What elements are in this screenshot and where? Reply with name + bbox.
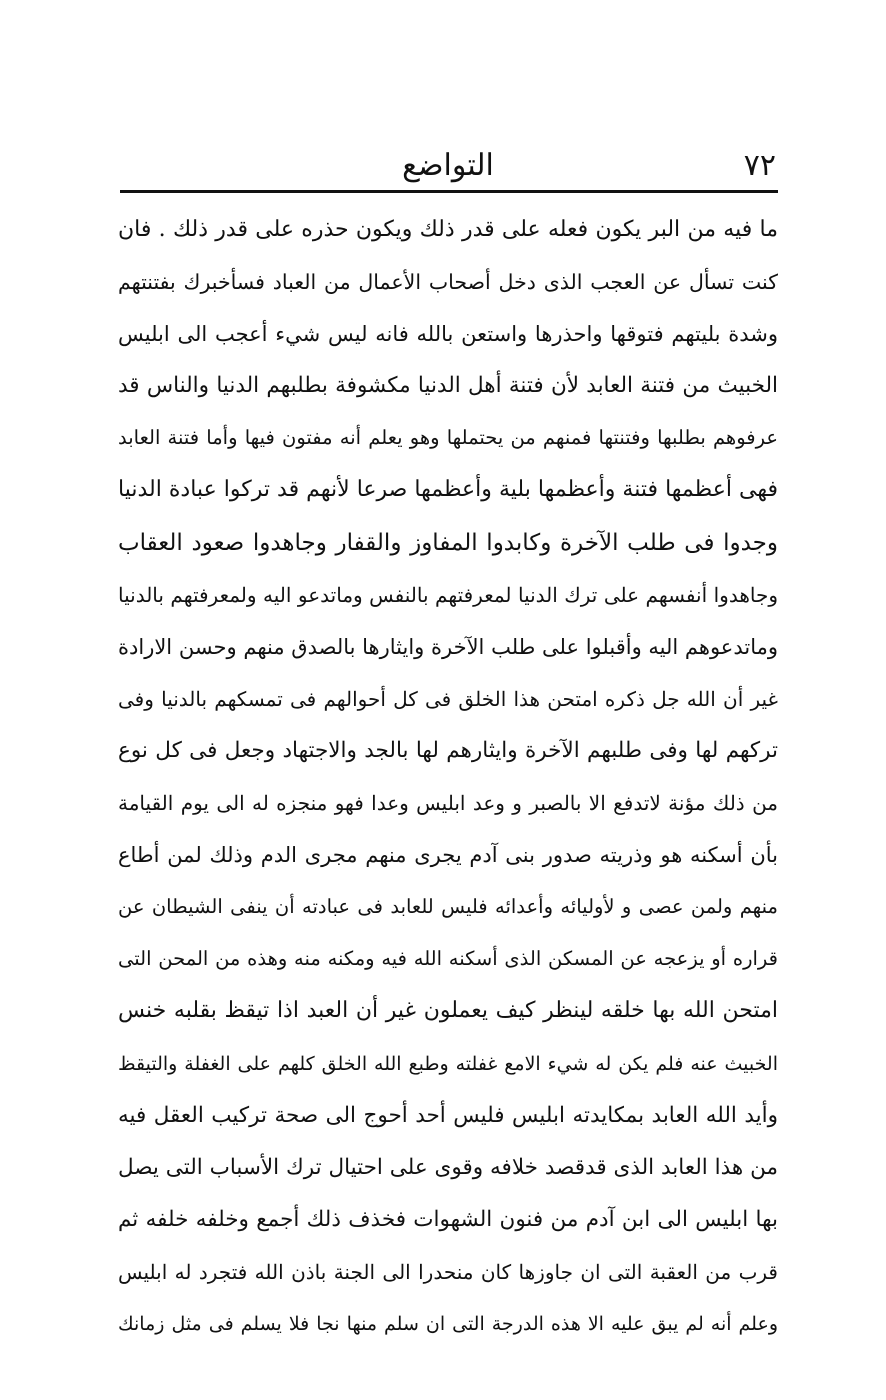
- text-line-7: وجدوا فى طلب الآخرة وكابدوا المفاوز والقفار وجاهدوا صعود العقاب: [118, 529, 778, 556]
- page-header: [120, 148, 776, 190]
- text-line-5: عرفوهم بطلبها وفتنتها فمنهم من يحتملها وهو يعلم أنه مفتون فيها وأما فتنة العابد: [118, 426, 778, 450]
- text-line-16: امتحن الله بها خلقه لينظر كيف يعملون غير أن العبد اذا تيقظ بقلبه خنس: [118, 998, 778, 1024]
- text-line-18: وأيد الله العابد بمكايدته ابليس فليس أحد أحوج الى صحة تركيب العقل فيه: [118, 1102, 778, 1128]
- text-line-2: كنت تسأل عن العجب الذى دخل أصحاب الأعمال من العباد فسأخبرك بفتنتهم: [118, 270, 778, 295]
- text-line-12: من ذلك مؤنة لاتدفع الا بالصبر و وعد ابليس وعدا فهو منجزه له الى يوم القيامة: [118, 791, 778, 816]
- text-line-17: الخبيث عنه فلم يكن له شيء الامع غفلته وطبع الله الخلق كلهم على الغفلة والتيقظ: [118, 1052, 778, 1075]
- text-line-3: وشدة بليتهم فتوقها واحذرها واستعن بالله فانه ليس شيء أعجب الى ابليس: [118, 322, 778, 347]
- text-line-14: منهم ولمن عصى و لأوليائه وأعدائه فليس للعابد فى عبادته أن ينفى الشيطان عن: [118, 895, 778, 919]
- text-line-15: قراره أو يزعجه عن المسكن الذى أسكنه الله فيه ومكنه منه وهذه من المحن التى: [118, 947, 778, 971]
- body-text: [118, 204, 778, 1350]
- text-line-10: غير أن الله جل ذكره امتحن هذا الخلق فى كل أحوالهم فى تمسكهم بالدنيا وفى: [118, 686, 778, 711]
- running-title: التواضع: [402, 148, 494, 183]
- text-line-4: الخبيث من فتنة العابد لأن فتنة أهل الدنيا مكشوفة بطلبهم الدنيا والناس قد: [118, 373, 778, 399]
- text-line-19: من هذا العابد الذى قدقصد خلافه وقوى على احتيال ترك الأسباب التى يصل: [118, 1154, 778, 1180]
- text-line-8: وجاهدوا أنفسهم على ترك الدنيا لمعرفتهم بالنفس وماتدعو اليه ولمعرفتهم بالدنيا: [118, 582, 778, 607]
- header-rule: [120, 190, 778, 193]
- text-line-22: وعلم أنه لم يبق عليه الا هذه الدرجة التى ان سلم منها نجا فلا يسلم فى مثل زمانك: [118, 1312, 778, 1335]
- text-line-1: ما فيه من البر يكون فعله على قدر ذلك ويكون حذره على قدر ذلك . فان: [118, 217, 778, 242]
- page-number: ٧٢: [743, 148, 776, 183]
- text-line-21: قرب من العقبة التى ان جاوزها كان منحدرا الى الجنة باذن الله فتجرد له ابليس: [118, 1259, 778, 1284]
- text-line-20: بها ابليس الى ابن آدم من فنون الشهوات فخذف ذلك أجمع وخلفه خلفه ثم: [118, 1206, 778, 1232]
- text-line-13: بأن أسكنه هو وذريته صدور بنى آدم يجرى منهم مجرى الدم وذلك لمن أطاع: [118, 843, 778, 868]
- text-line-11: تركهم لها وفى طلبهم الآخرة وايثارهم لها بالجد والاجتهاد وجعل فى كل نوع: [118, 737, 778, 763]
- text-line-6: فهى أعظمها فتنة وأعظمها بلية وأعظمها صرعا لأنهم قد تركوا عبادة الدنيا: [118, 477, 778, 503]
- text-line-9: وماتدعوهم اليه وأقبلوا على طلب الآخرة وايثارها بالصدق منهم وحسن الارادة: [118, 634, 778, 659]
